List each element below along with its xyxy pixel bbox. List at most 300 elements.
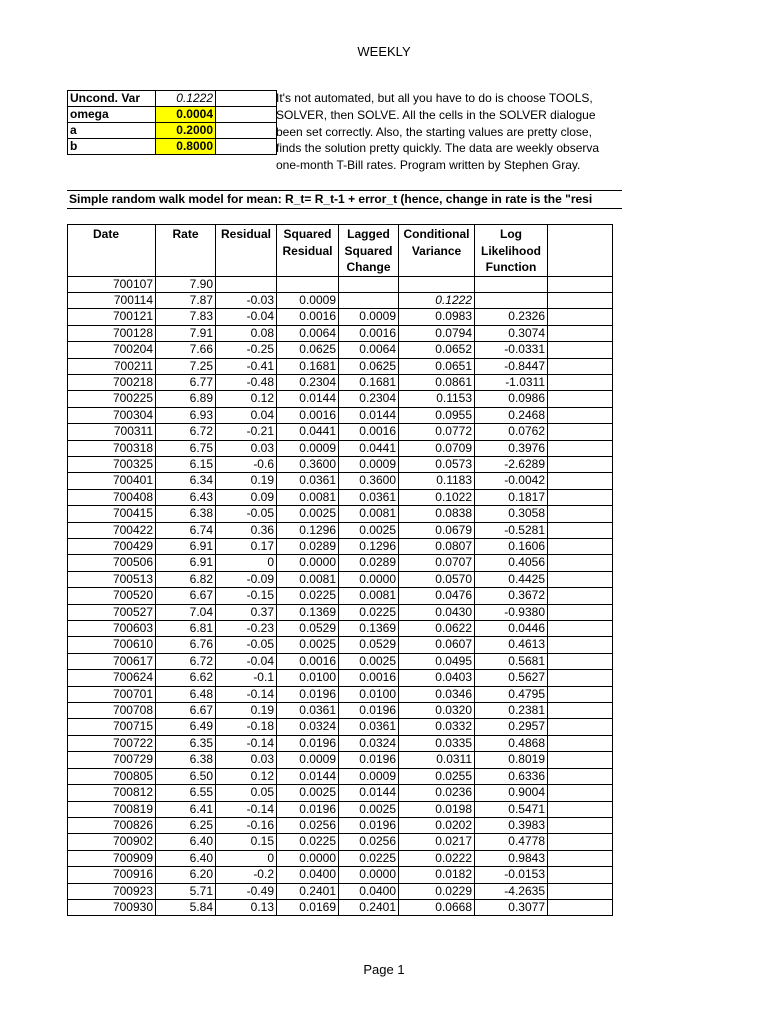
cell-rate[interactable]: 5.71 bbox=[156, 883, 216, 899]
cell-cond_var[interactable]: 0.0320 bbox=[399, 703, 475, 719]
empty-cell[interactable] bbox=[548, 817, 613, 833]
empty-cell[interactable] bbox=[548, 670, 613, 686]
cell-residual[interactable]: -0.1 bbox=[216, 670, 277, 686]
cell-rate[interactable]: 6.34 bbox=[156, 473, 216, 489]
cell-cond_var[interactable]: 0.0403 bbox=[399, 670, 475, 686]
cell-lagged[interactable]: 0.0361 bbox=[339, 719, 399, 735]
cell-cond_var[interactable]: 0.0955 bbox=[399, 407, 475, 423]
parameter-value[interactable]: 0.1222 bbox=[156, 91, 216, 107]
cell-loglik[interactable]: 0.2326 bbox=[475, 309, 548, 325]
cell-lagged[interactable]: 0.0025 bbox=[339, 801, 399, 817]
empty-cell[interactable] bbox=[548, 850, 613, 866]
cell-residual[interactable]: -0.16 bbox=[216, 817, 277, 833]
cell-rate[interactable]: 6.43 bbox=[156, 489, 216, 505]
cell-sq_resid[interactable]: 0.0025 bbox=[277, 637, 339, 653]
cell-sq_resid[interactable]: 0.0256 bbox=[277, 817, 339, 833]
cell-residual[interactable]: 0.19 bbox=[216, 703, 277, 719]
cell-residual[interactable]: -0.25 bbox=[216, 342, 277, 358]
cell-cond_var[interactable]: 0.0570 bbox=[399, 571, 475, 587]
cell-rate[interactable]: 6.38 bbox=[156, 506, 216, 522]
cell-sq_resid[interactable]: 0.0009 bbox=[277, 292, 339, 308]
cell-date[interactable]: 700930 bbox=[68, 899, 156, 915]
cell-loglik[interactable]: 0.1817 bbox=[475, 489, 548, 505]
cell-date[interactable]: 700520 bbox=[68, 588, 156, 604]
cell-date[interactable]: 700311 bbox=[68, 424, 156, 440]
cell-loglik[interactable]: 0.3077 bbox=[475, 899, 548, 915]
cell-loglik[interactable] bbox=[475, 292, 548, 308]
empty-cell[interactable] bbox=[548, 867, 613, 883]
cell-cond_var[interactable]: 0.0311 bbox=[399, 752, 475, 768]
cell-residual[interactable]: -0.14 bbox=[216, 686, 277, 702]
cell-date[interactable]: 700121 bbox=[68, 309, 156, 325]
cell-residual[interactable]: -0.04 bbox=[216, 309, 277, 325]
cell-rate[interactable]: 6.77 bbox=[156, 374, 216, 390]
cell-lagged[interactable]: 0.0324 bbox=[339, 735, 399, 751]
cell-loglik[interactable]: 0.0762 bbox=[475, 424, 548, 440]
empty-cell[interactable] bbox=[548, 440, 613, 456]
cell-rate[interactable]: 6.81 bbox=[156, 621, 216, 637]
cell-residual[interactable]: -0.49 bbox=[216, 883, 277, 899]
cell-residual[interactable]: 0.03 bbox=[216, 440, 277, 456]
empty-cell[interactable] bbox=[548, 883, 613, 899]
cell-rate[interactable]: 7.83 bbox=[156, 309, 216, 325]
cell-lagged[interactable]: 0.0100 bbox=[339, 686, 399, 702]
cell-lagged[interactable] bbox=[339, 276, 399, 292]
cell-date[interactable]: 700812 bbox=[68, 785, 156, 801]
empty-cell[interactable] bbox=[548, 768, 613, 784]
cell-loglik[interactable]: -2.6289 bbox=[475, 456, 548, 472]
cell-lagged[interactable]: 0.0289 bbox=[339, 555, 399, 571]
cell-date[interactable]: 700610 bbox=[68, 637, 156, 653]
cell-rate[interactable]: 6.40 bbox=[156, 850, 216, 866]
empty-cell[interactable] bbox=[548, 342, 613, 358]
cell-date[interactable]: 700128 bbox=[68, 325, 156, 341]
empty-cell[interactable] bbox=[548, 653, 613, 669]
empty-cell[interactable] bbox=[548, 391, 613, 407]
empty-cell[interactable] bbox=[548, 801, 613, 817]
empty-cell[interactable] bbox=[548, 686, 613, 702]
cell-rate[interactable]: 7.91 bbox=[156, 325, 216, 341]
cell-date[interactable]: 700415 bbox=[68, 506, 156, 522]
cell-rate[interactable]: 7.66 bbox=[156, 342, 216, 358]
cell-lagged[interactable]: 0.0196 bbox=[339, 817, 399, 833]
cell-sq_resid[interactable]: 0.3600 bbox=[277, 456, 339, 472]
cell-sq_resid[interactable]: 0.0144 bbox=[277, 391, 339, 407]
cell-residual[interactable]: 0.03 bbox=[216, 752, 277, 768]
empty-cell[interactable] bbox=[548, 489, 613, 505]
cell-cond_var[interactable]: 0.0838 bbox=[399, 506, 475, 522]
cell-cond_var[interactable]: 0.0772 bbox=[399, 424, 475, 440]
parameter-value[interactable]: 0.2000 bbox=[156, 123, 216, 139]
cell-rate[interactable]: 6.74 bbox=[156, 522, 216, 538]
cell-rate[interactable]: 6.48 bbox=[156, 686, 216, 702]
cell-date[interactable]: 700826 bbox=[68, 817, 156, 833]
cell-rate[interactable]: 6.35 bbox=[156, 735, 216, 751]
cell-lagged[interactable]: 0.0016 bbox=[339, 670, 399, 686]
cell-rate[interactable]: 6.67 bbox=[156, 703, 216, 719]
empty-cell[interactable] bbox=[216, 139, 277, 155]
cell-cond_var[interactable]: 0.1022 bbox=[399, 489, 475, 505]
cell-sq_resid[interactable]: 0.0000 bbox=[277, 555, 339, 571]
cell-date[interactable]: 700114 bbox=[68, 292, 156, 308]
cell-rate[interactable]: 6.62 bbox=[156, 670, 216, 686]
cell-rate[interactable]: 6.89 bbox=[156, 391, 216, 407]
cell-loglik[interactable]: 0.5471 bbox=[475, 801, 548, 817]
cell-sq_resid[interactable]: 0.0016 bbox=[277, 653, 339, 669]
cell-loglik[interactable]: 0.3058 bbox=[475, 506, 548, 522]
cell-loglik[interactable]: 0.3983 bbox=[475, 817, 548, 833]
cell-cond_var[interactable]: 0.0430 bbox=[399, 604, 475, 620]
cell-rate[interactable]: 7.90 bbox=[156, 276, 216, 292]
cell-lagged[interactable]: 0.0144 bbox=[339, 407, 399, 423]
cell-loglik[interactable]: -0.8447 bbox=[475, 358, 548, 374]
cell-residual[interactable]: -0.23 bbox=[216, 621, 277, 637]
cell-cond_var[interactable]: 0.1183 bbox=[399, 473, 475, 489]
cell-cond_var[interactable]: 0.0346 bbox=[399, 686, 475, 702]
cell-residual[interactable]: -0.6 bbox=[216, 456, 277, 472]
cell-sq_resid[interactable]: 0.0009 bbox=[277, 752, 339, 768]
cell-cond_var[interactable]: 0.0335 bbox=[399, 735, 475, 751]
empty-cell[interactable] bbox=[548, 571, 613, 587]
cell-residual[interactable] bbox=[216, 276, 277, 292]
empty-cell[interactable] bbox=[548, 752, 613, 768]
cell-residual[interactable]: 0.17 bbox=[216, 539, 277, 555]
cell-cond_var[interactable]: 0.0182 bbox=[399, 867, 475, 883]
cell-rate[interactable]: 6.38 bbox=[156, 752, 216, 768]
empty-cell[interactable] bbox=[548, 374, 613, 390]
empty-cell[interactable] bbox=[548, 539, 613, 555]
cell-sq_resid[interactable]: 0.0225 bbox=[277, 588, 339, 604]
cell-residual[interactable]: -0.48 bbox=[216, 374, 277, 390]
cell-date[interactable]: 700318 bbox=[68, 440, 156, 456]
cell-lagged[interactable]: 0.0625 bbox=[339, 358, 399, 374]
cell-cond_var[interactable]: 0.1222 bbox=[399, 292, 475, 308]
cell-loglik[interactable] bbox=[475, 276, 548, 292]
cell-lagged[interactable]: 0.0025 bbox=[339, 653, 399, 669]
empty-cell[interactable] bbox=[548, 522, 613, 538]
cell-residual[interactable]: -0.14 bbox=[216, 801, 277, 817]
cell-sq_resid[interactable]: 0.0529 bbox=[277, 621, 339, 637]
cell-sq_resid[interactable]: 0.0016 bbox=[277, 309, 339, 325]
cell-date[interactable]: 700729 bbox=[68, 752, 156, 768]
cell-date[interactable]: 700513 bbox=[68, 571, 156, 587]
parameter-value[interactable]: 0.8000 bbox=[156, 139, 216, 155]
cell-sq_resid[interactable]: 0.0324 bbox=[277, 719, 339, 735]
cell-cond_var[interactable]: 0.0217 bbox=[399, 834, 475, 850]
cell-lagged[interactable]: 0.0016 bbox=[339, 424, 399, 440]
cell-residual[interactable]: 0.37 bbox=[216, 604, 277, 620]
cell-sq_resid[interactable]: 0.0169 bbox=[277, 899, 339, 915]
empty-cell[interactable] bbox=[548, 473, 613, 489]
cell-cond_var[interactable]: 0.0652 bbox=[399, 342, 475, 358]
cell-loglik[interactable]: -4.2635 bbox=[475, 883, 548, 899]
cell-date[interactable]: 700819 bbox=[68, 801, 156, 817]
cell-date[interactable]: 700527 bbox=[68, 604, 156, 620]
cell-lagged[interactable]: 0.2401 bbox=[339, 899, 399, 915]
cell-lagged[interactable]: 0.0441 bbox=[339, 440, 399, 456]
cell-loglik[interactable]: 0.9843 bbox=[475, 850, 548, 866]
cell-loglik[interactable]: 0.4778 bbox=[475, 834, 548, 850]
cell-cond_var[interactable]: 0.0255 bbox=[399, 768, 475, 784]
cell-cond_var[interactable]: 0.0573 bbox=[399, 456, 475, 472]
cell-lagged[interactable]: 0.1296 bbox=[339, 539, 399, 555]
cell-sq_resid[interactable]: 0.0289 bbox=[277, 539, 339, 555]
empty-cell[interactable] bbox=[548, 424, 613, 440]
cell-sq_resid[interactable]: 0.0100 bbox=[277, 670, 339, 686]
cell-residual[interactable]: 0.08 bbox=[216, 325, 277, 341]
cell-residual[interactable]: -0.09 bbox=[216, 571, 277, 587]
cell-residual[interactable]: 0 bbox=[216, 850, 277, 866]
cell-sq_resid[interactable]: 0.2304 bbox=[277, 374, 339, 390]
cell-lagged[interactable]: 0.0081 bbox=[339, 588, 399, 604]
empty-cell[interactable] bbox=[216, 91, 277, 107]
cell-loglik[interactable]: 0.2381 bbox=[475, 703, 548, 719]
cell-sq_resid[interactable]: 0.0025 bbox=[277, 506, 339, 522]
cell-sq_resid[interactable]: 0.0081 bbox=[277, 489, 339, 505]
cell-loglik[interactable]: 0.0446 bbox=[475, 621, 548, 637]
cell-rate[interactable]: 6.93 bbox=[156, 407, 216, 423]
cell-cond_var[interactable]: 0.0222 bbox=[399, 850, 475, 866]
cell-loglik[interactable]: 0.2957 bbox=[475, 719, 548, 735]
cell-residual[interactable]: -0.05 bbox=[216, 637, 277, 653]
cell-loglik[interactable]: -0.0331 bbox=[475, 342, 548, 358]
cell-residual[interactable]: -0.15 bbox=[216, 588, 277, 604]
cell-cond_var[interactable]: 0.0202 bbox=[399, 817, 475, 833]
cell-sq_resid[interactable] bbox=[277, 276, 339, 292]
cell-lagged[interactable]: 0.2304 bbox=[339, 391, 399, 407]
cell-cond_var[interactable]: 0.0709 bbox=[399, 440, 475, 456]
cell-lagged[interactable]: 0.0529 bbox=[339, 637, 399, 653]
cell-residual[interactable]: -0.03 bbox=[216, 292, 277, 308]
cell-rate[interactable]: 6.72 bbox=[156, 653, 216, 669]
cell-rate[interactable]: 6.25 bbox=[156, 817, 216, 833]
cell-loglik[interactable]: 0.4056 bbox=[475, 555, 548, 571]
cell-lagged[interactable]: 0.0025 bbox=[339, 522, 399, 538]
cell-cond_var[interactable]: 0.0707 bbox=[399, 555, 475, 571]
cell-rate[interactable]: 6.82 bbox=[156, 571, 216, 587]
empty-cell[interactable] bbox=[548, 719, 613, 735]
cell-rate[interactable]: 6.50 bbox=[156, 768, 216, 784]
cell-date[interactable]: 700708 bbox=[68, 703, 156, 719]
empty-cell[interactable] bbox=[548, 621, 613, 637]
cell-date[interactable]: 700422 bbox=[68, 522, 156, 538]
cell-sq_resid[interactable]: 0.0225 bbox=[277, 834, 339, 850]
cell-lagged[interactable]: 0.0196 bbox=[339, 752, 399, 768]
cell-date[interactable]: 700429 bbox=[68, 539, 156, 555]
cell-lagged[interactable]: 0.0064 bbox=[339, 342, 399, 358]
cell-date[interactable]: 700805 bbox=[68, 768, 156, 784]
cell-date[interactable]: 700923 bbox=[68, 883, 156, 899]
cell-rate[interactable]: 6.67 bbox=[156, 588, 216, 604]
cell-cond_var[interactable]: 0.0983 bbox=[399, 309, 475, 325]
cell-loglik[interactable]: 0.4425 bbox=[475, 571, 548, 587]
cell-cond_var[interactable]: 0.0622 bbox=[399, 621, 475, 637]
cell-sq_resid[interactable]: 0.1296 bbox=[277, 522, 339, 538]
cell-residual[interactable]: 0.09 bbox=[216, 489, 277, 505]
cell-rate[interactable]: 6.91 bbox=[156, 539, 216, 555]
cell-cond_var[interactable]: 0.0651 bbox=[399, 358, 475, 374]
cell-sq_resid[interactable]: 0.0081 bbox=[277, 571, 339, 587]
cell-date[interactable]: 700506 bbox=[68, 555, 156, 571]
cell-residual[interactable]: 0.12 bbox=[216, 391, 277, 407]
cell-sq_resid[interactable]: 0.0196 bbox=[277, 801, 339, 817]
cell-lagged[interactable]: 0.0009 bbox=[339, 768, 399, 784]
cell-residual[interactable]: 0.05 bbox=[216, 785, 277, 801]
empty-cell[interactable] bbox=[548, 834, 613, 850]
cell-loglik[interactable]: 0.5627 bbox=[475, 670, 548, 686]
cell-date[interactable]: 700603 bbox=[68, 621, 156, 637]
cell-lagged[interactable]: 0.0016 bbox=[339, 325, 399, 341]
cell-rate[interactable]: 6.20 bbox=[156, 867, 216, 883]
cell-residual[interactable]: 0 bbox=[216, 555, 277, 571]
cell-loglik[interactable]: 0.0986 bbox=[475, 391, 548, 407]
empty-cell[interactable] bbox=[216, 107, 277, 123]
cell-rate[interactable]: 6.41 bbox=[156, 801, 216, 817]
cell-lagged[interactable]: 0.1369 bbox=[339, 621, 399, 637]
cell-cond_var[interactable]: 0.0679 bbox=[399, 522, 475, 538]
cell-cond_var[interactable]: 0.0229 bbox=[399, 883, 475, 899]
cell-sq_resid[interactable]: 0.2401 bbox=[277, 883, 339, 899]
cell-sq_resid[interactable]: 0.0000 bbox=[277, 850, 339, 866]
cell-lagged[interactable]: 0.0009 bbox=[339, 309, 399, 325]
cell-rate[interactable]: 6.49 bbox=[156, 719, 216, 735]
cell-sq_resid[interactable]: 0.1369 bbox=[277, 604, 339, 620]
cell-lagged[interactable]: 0.0009 bbox=[339, 456, 399, 472]
cell-sq_resid[interactable]: 0.0361 bbox=[277, 703, 339, 719]
cell-cond_var[interactable]: 0.0198 bbox=[399, 801, 475, 817]
cell-loglik[interactable]: 0.6336 bbox=[475, 768, 548, 784]
empty-cell[interactable] bbox=[548, 456, 613, 472]
cell-loglik[interactable]: -0.5281 bbox=[475, 522, 548, 538]
cell-lagged[interactable]: 0.0144 bbox=[339, 785, 399, 801]
cell-rate[interactable]: 6.40 bbox=[156, 834, 216, 850]
cell-rate[interactable]: 7.04 bbox=[156, 604, 216, 620]
cell-sq_resid[interactable]: 0.0009 bbox=[277, 440, 339, 456]
cell-loglik[interactable]: 0.2468 bbox=[475, 407, 548, 423]
cell-lagged[interactable]: 0.1681 bbox=[339, 374, 399, 390]
cell-loglik[interactable]: 0.9004 bbox=[475, 785, 548, 801]
cell-lagged[interactable]: 0.0400 bbox=[339, 883, 399, 899]
cell-cond_var[interactable]: 0.0861 bbox=[399, 374, 475, 390]
cell-residual[interactable]: -0.41 bbox=[216, 358, 277, 374]
parameter-value[interactable]: 0.0004 bbox=[156, 107, 216, 123]
cell-residual[interactable]: -0.05 bbox=[216, 506, 277, 522]
cell-date[interactable]: 700624 bbox=[68, 670, 156, 686]
cell-loglik[interactable]: 0.1606 bbox=[475, 539, 548, 555]
cell-date[interactable]: 700902 bbox=[68, 834, 156, 850]
cell-date[interactable]: 700204 bbox=[68, 342, 156, 358]
cell-lagged[interactable]: 0.0000 bbox=[339, 571, 399, 587]
cell-residual[interactable]: -0.18 bbox=[216, 719, 277, 735]
empty-cell[interactable] bbox=[548, 703, 613, 719]
cell-cond_var[interactable]: 0.0668 bbox=[399, 899, 475, 915]
cell-sq_resid[interactable]: 0.0361 bbox=[277, 473, 339, 489]
cell-cond_var[interactable]: 0.0794 bbox=[399, 325, 475, 341]
cell-loglik[interactable]: 0.5681 bbox=[475, 653, 548, 669]
cell-cond_var[interactable]: 0.1153 bbox=[399, 391, 475, 407]
cell-loglik[interactable]: 0.3074 bbox=[475, 325, 548, 341]
empty-cell[interactable] bbox=[548, 555, 613, 571]
cell-date[interactable]: 700401 bbox=[68, 473, 156, 489]
cell-lagged[interactable]: 0.0256 bbox=[339, 834, 399, 850]
cell-sq_resid[interactable]: 0.0064 bbox=[277, 325, 339, 341]
cell-date[interactable]: 700916 bbox=[68, 867, 156, 883]
empty-cell[interactable] bbox=[548, 407, 613, 423]
cell-residual[interactable]: 0.15 bbox=[216, 834, 277, 850]
cell-loglik[interactable]: 0.4795 bbox=[475, 686, 548, 702]
empty-cell[interactable] bbox=[548, 588, 613, 604]
cell-loglik[interactable]: 0.4868 bbox=[475, 735, 548, 751]
cell-residual[interactable]: 0.19 bbox=[216, 473, 277, 489]
cell-date[interactable]: 700408 bbox=[68, 489, 156, 505]
cell-residual[interactable]: 0.13 bbox=[216, 899, 277, 915]
cell-residual[interactable]: 0.04 bbox=[216, 407, 277, 423]
cell-date[interactable]: 700107 bbox=[68, 276, 156, 292]
cell-sq_resid[interactable]: 0.1681 bbox=[277, 358, 339, 374]
cell-loglik[interactable]: -0.0153 bbox=[475, 867, 548, 883]
cell-residual[interactable]: -0.04 bbox=[216, 653, 277, 669]
cell-lagged[interactable]: 0.0196 bbox=[339, 703, 399, 719]
cell-cond_var[interactable]: 0.0607 bbox=[399, 637, 475, 653]
cell-lagged[interactable] bbox=[339, 292, 399, 308]
cell-lagged[interactable]: 0.0000 bbox=[339, 867, 399, 883]
cell-lagged[interactable]: 0.0081 bbox=[339, 506, 399, 522]
cell-loglik[interactable]: -0.9380 bbox=[475, 604, 548, 620]
cell-date[interactable]: 700701 bbox=[68, 686, 156, 702]
empty-cell[interactable] bbox=[548, 292, 613, 308]
cell-cond_var[interactable] bbox=[399, 276, 475, 292]
cell-sq_resid[interactable]: 0.0400 bbox=[277, 867, 339, 883]
cell-date[interactable]: 700304 bbox=[68, 407, 156, 423]
cell-residual[interactable]: -0.2 bbox=[216, 867, 277, 883]
empty-cell[interactable] bbox=[548, 899, 613, 915]
cell-sq_resid[interactable]: 0.0025 bbox=[277, 785, 339, 801]
cell-date[interactable]: 700325 bbox=[68, 456, 156, 472]
cell-cond_var[interactable]: 0.0332 bbox=[399, 719, 475, 735]
cell-lagged[interactable]: 0.0225 bbox=[339, 604, 399, 620]
cell-date[interactable]: 700225 bbox=[68, 391, 156, 407]
cell-rate[interactable]: 6.72 bbox=[156, 424, 216, 440]
cell-loglik[interactable]: 0.4613 bbox=[475, 637, 548, 653]
cell-date[interactable]: 700715 bbox=[68, 719, 156, 735]
cell-rate[interactable]: 7.25 bbox=[156, 358, 216, 374]
cell-rate[interactable]: 6.76 bbox=[156, 637, 216, 653]
empty-cell[interactable] bbox=[216, 123, 277, 139]
empty-cell[interactable] bbox=[548, 358, 613, 374]
cell-loglik[interactable]: 0.3976 bbox=[475, 440, 548, 456]
cell-date[interactable]: 700211 bbox=[68, 358, 156, 374]
cell-residual[interactable]: 0.36 bbox=[216, 522, 277, 538]
cell-lagged[interactable]: 0.3600 bbox=[339, 473, 399, 489]
empty-cell[interactable] bbox=[548, 276, 613, 292]
cell-sq_resid[interactable]: 0.0196 bbox=[277, 686, 339, 702]
cell-sq_resid[interactable]: 0.0144 bbox=[277, 768, 339, 784]
cell-loglik[interactable]: 0.8019 bbox=[475, 752, 548, 768]
empty-cell[interactable] bbox=[548, 637, 613, 653]
cell-cond_var[interactable]: 0.0476 bbox=[399, 588, 475, 604]
cell-date[interactable]: 700617 bbox=[68, 653, 156, 669]
cell-lagged[interactable]: 0.0361 bbox=[339, 489, 399, 505]
cell-date[interactable]: 700218 bbox=[68, 374, 156, 390]
cell-date[interactable]: 700722 bbox=[68, 735, 156, 751]
cell-sq_resid[interactable]: 0.0441 bbox=[277, 424, 339, 440]
cell-cond_var[interactable]: 0.0236 bbox=[399, 785, 475, 801]
cell-rate[interactable]: 6.15 bbox=[156, 456, 216, 472]
empty-cell[interactable] bbox=[548, 506, 613, 522]
cell-loglik[interactable]: -1.0311 bbox=[475, 374, 548, 390]
cell-rate[interactable]: 6.75 bbox=[156, 440, 216, 456]
cell-sq_resid[interactable]: 0.0625 bbox=[277, 342, 339, 358]
